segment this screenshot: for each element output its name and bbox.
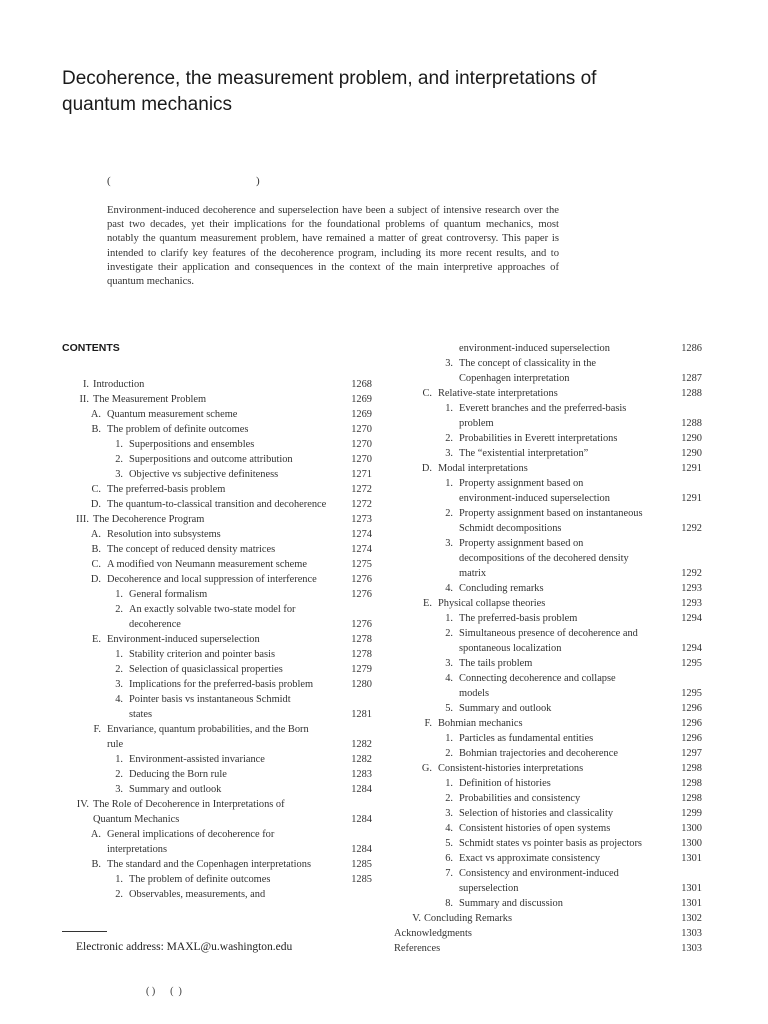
toc-entry-page: 1303 bbox=[681, 928, 702, 939]
toc-entry[interactable] bbox=[394, 881, 702, 896]
toc-entry-number: 2. bbox=[115, 454, 123, 465]
toc-entry-page: 1278 bbox=[351, 649, 372, 660]
toc-entry-page: 1270 bbox=[351, 454, 372, 465]
toc-entry-page: 1275 bbox=[351, 559, 372, 570]
toc-entry-title: Superpositions and outcome attribution bbox=[129, 454, 293, 465]
toc-entry-number: 1. bbox=[115, 589, 123, 600]
toc-entry-page: 1298 bbox=[681, 763, 702, 774]
toc-entry-number: 1. bbox=[115, 649, 123, 660]
toc-entry[interactable] bbox=[62, 617, 372, 632]
toc-entry-number: G. bbox=[421, 763, 432, 774]
toc-entry[interactable] bbox=[62, 602, 372, 617]
toc-entry-title: Exact vs approximate consistency bbox=[459, 853, 601, 864]
toc-entry[interactable] bbox=[394, 476, 702, 491]
toc-entry[interactable] bbox=[394, 776, 702, 791]
toc-entry[interactable] bbox=[394, 401, 702, 416]
toc-entry[interactable] bbox=[394, 626, 702, 641]
affiliation-close-paren: ) bbox=[256, 175, 260, 187]
toc-entry-page: 1291 bbox=[681, 463, 702, 474]
toc-entry-number: 4. bbox=[445, 583, 453, 594]
author-affiliation bbox=[107, 174, 277, 188]
toc-entry-number: 5. bbox=[445, 838, 453, 849]
toc-entry-number: D. bbox=[421, 463, 432, 474]
toc-entry-number: 3. bbox=[115, 469, 123, 480]
toc-entry[interactable] bbox=[394, 746, 702, 761]
toc-entry-title: The concept of classicality in the bbox=[459, 358, 597, 369]
toc-entry[interactable] bbox=[394, 341, 702, 356]
toc-entry[interactable] bbox=[62, 512, 372, 527]
toc-entry[interactable] bbox=[394, 851, 702, 866]
toc-entry-page: 1295 bbox=[681, 658, 702, 669]
toc-entry[interactable] bbox=[394, 611, 702, 626]
toc-entry[interactable] bbox=[62, 467, 372, 482]
toc-entry-page: 1302 bbox=[681, 913, 702, 924]
toc-entry-number: IV. bbox=[76, 799, 89, 810]
toc-entry-number: II. bbox=[79, 394, 89, 405]
toc-entry-title: Environment-assisted invariance bbox=[129, 754, 265, 765]
toc-entry-number: B. bbox=[91, 424, 101, 435]
toc-entry-title: Schmidt states vs pointer basis as projectors bbox=[459, 838, 642, 849]
toc-entry-page: 1284 bbox=[351, 814, 372, 825]
toc-entry-page: 1282 bbox=[351, 754, 372, 765]
toc-entry[interactable] bbox=[394, 761, 702, 776]
toc-entry[interactable] bbox=[394, 926, 702, 941]
toc-entry[interactable] bbox=[62, 797, 372, 812]
toc-entry[interactable] bbox=[394, 731, 702, 746]
toc-entry-page: 1278 bbox=[351, 634, 372, 645]
toc-entry-page: 1301 bbox=[681, 853, 702, 864]
contents-heading: CONTENTS bbox=[62, 342, 120, 354]
toc-entry-number: E. bbox=[92, 634, 101, 645]
toc-entry-title: Simultaneous presence of decoherence and bbox=[459, 628, 638, 639]
toc-entry-title: problem bbox=[459, 418, 494, 429]
toc-entry-page: 1293 bbox=[681, 598, 702, 609]
toc-entry-number: 2. bbox=[115, 604, 123, 615]
toc-entry[interactable] bbox=[394, 431, 702, 446]
abstract: Environment-induced decoherence and superselection have been a subject of intensive research over the past two decades, yet their implications for the foundational problems of quantum mechanics, most notably the quantum measurement problem, have remained a matter of great controversy. This paper is intended to clarify key features of the decoherence program, including its more recent results, and to investigate their application and consequences in the context of the main interpretive approaches of quantum mechanics. bbox=[107, 205, 559, 288]
toc-entry[interactable] bbox=[62, 662, 372, 677]
toc-entry[interactable] bbox=[394, 791, 702, 806]
toc-entry-number: 2. bbox=[115, 769, 123, 780]
toc-entry[interactable] bbox=[394, 911, 702, 926]
toc-entry[interactable] bbox=[62, 482, 372, 497]
toc-entry[interactable] bbox=[394, 536, 702, 551]
toc-entry-number: 5. bbox=[445, 703, 453, 714]
toc-entry-page: 1272 bbox=[351, 499, 372, 510]
toc-entry-title: Bohmian mechanics bbox=[438, 718, 523, 729]
toc-entry[interactable] bbox=[62, 557, 372, 572]
toc-entry-page: 1268 bbox=[351, 379, 372, 390]
toc-entry[interactable] bbox=[394, 896, 702, 911]
toc-entry-page: 1298 bbox=[681, 793, 702, 804]
toc-entry-title: General formalism bbox=[129, 589, 208, 600]
toc-entry[interactable] bbox=[394, 596, 702, 611]
toc-entry-title: Summary and discussion bbox=[459, 898, 563, 909]
affiliation-open-paren: ( bbox=[107, 175, 111, 187]
toc-entry-page: 1300 bbox=[681, 823, 702, 834]
toc-entry[interactable] bbox=[62, 437, 372, 452]
toc-entry-page: 1295 bbox=[681, 688, 702, 699]
toc-entry-title: decompositions of the decohered density bbox=[459, 553, 629, 564]
toc-entry-title: Modal interpretations bbox=[438, 463, 528, 474]
toc-entry-number: 2. bbox=[445, 508, 453, 519]
toc-entry-title: Introduction bbox=[93, 379, 145, 390]
toc-entry[interactable] bbox=[62, 527, 372, 542]
toc-entry-title: The Measurement Problem bbox=[93, 394, 207, 405]
toc-entry-page: 1270 bbox=[351, 439, 372, 450]
toc-entry[interactable] bbox=[62, 497, 372, 512]
toc-entry-title: The “existential interpretation” bbox=[459, 448, 589, 459]
toc-entry-title: Selection of quasiclassical properties bbox=[129, 664, 283, 675]
toc-entry-title: Deducing the Born rule bbox=[129, 769, 227, 780]
toc-entry[interactable] bbox=[62, 452, 372, 467]
toc-entry-title: Acknowledgments bbox=[394, 928, 472, 939]
footnote-divider bbox=[62, 931, 107, 932]
toc-entry[interactable] bbox=[394, 941, 702, 956]
toc-entry-title: The quantum-to-classical transition and decoherence bbox=[107, 499, 327, 510]
toc-entry-title: Decoherence and local suppression of interference bbox=[107, 574, 317, 585]
toc-entry-title: Envariance, quantum probabilities, and the Born bbox=[107, 724, 309, 735]
toc-entry-title: Concluding Remarks bbox=[424, 913, 513, 924]
toc-entry-title: matrix bbox=[459, 568, 487, 579]
toc-entry[interactable] bbox=[394, 866, 702, 881]
toc-entry-number: 3. bbox=[115, 679, 123, 690]
toc-entry-number: A. bbox=[90, 829, 101, 840]
toc-entry-number: 1. bbox=[115, 874, 123, 885]
toc-entry-page: 1288 bbox=[681, 388, 702, 399]
toc-entry-page: 1276 bbox=[351, 589, 372, 600]
toc-entry-title: environment-induced superselection bbox=[459, 493, 610, 504]
toc-entry[interactable] bbox=[394, 716, 702, 731]
toc-entry-title: Quantum measurement scheme bbox=[107, 409, 238, 420]
toc-entry[interactable] bbox=[62, 857, 372, 872]
toc-entry-number: 2. bbox=[115, 889, 123, 900]
toc-entry-page: 1293 bbox=[681, 583, 702, 594]
toc-entry[interactable] bbox=[394, 506, 702, 521]
toc-entry-page: 1301 bbox=[681, 883, 702, 894]
toc-entry[interactable] bbox=[394, 701, 702, 716]
toc-entry[interactable] bbox=[62, 677, 372, 692]
toc-entry[interactable] bbox=[394, 416, 702, 431]
toc-entry-number: D. bbox=[90, 499, 101, 510]
toc-entry-number: III. bbox=[76, 514, 89, 525]
toc-entry-page: 1285 bbox=[351, 859, 372, 870]
toc-entry-page: 1300 bbox=[681, 838, 702, 849]
toc-entry-page: 1280 bbox=[351, 679, 372, 690]
toc-entry[interactable] bbox=[62, 572, 372, 587]
toc-entry[interactable] bbox=[62, 647, 372, 662]
toc-entry[interactable] bbox=[62, 767, 372, 782]
toc-entry-page: 1286 bbox=[681, 343, 702, 354]
toc-entry[interactable] bbox=[62, 842, 372, 857]
toc-entry-number: 6. bbox=[445, 853, 453, 864]
toc-entry[interactable] bbox=[394, 566, 702, 581]
toc-entry-title: models bbox=[459, 688, 490, 699]
toc-entry[interactable] bbox=[62, 692, 372, 707]
toc-entry-title: Observables, measurements, and bbox=[129, 889, 266, 900]
toc-entry-title: Resolution into subsystems bbox=[107, 529, 221, 540]
toc-entry-title: An exactly solvable two-state model for bbox=[129, 604, 296, 615]
toc-entry-page: 1298 bbox=[681, 778, 702, 789]
toc-entry-number: 2. bbox=[115, 664, 123, 675]
toc-entry-page: 1292 bbox=[681, 523, 702, 534]
toc-entry-number: 4. bbox=[445, 673, 453, 684]
title-line: Decoherence, the measurement problem, and interpretations of bbox=[62, 68, 597, 89]
toc-entry-number: 1. bbox=[445, 778, 453, 789]
toc-entry-page: 1276 bbox=[351, 619, 372, 630]
toc-entry[interactable] bbox=[62, 872, 372, 887]
toc-entry[interactable] bbox=[394, 836, 702, 851]
toc-entry[interactable] bbox=[62, 812, 372, 827]
toc-entry-title: decoherence bbox=[129, 619, 181, 630]
toc-entry[interactable] bbox=[394, 686, 702, 701]
toc-entry-page: 1294 bbox=[681, 613, 702, 624]
toc-entry[interactable] bbox=[394, 581, 702, 596]
toc-entry-page: 1294 bbox=[681, 643, 702, 654]
toc-entry-title: Connecting decoherence and collapse bbox=[459, 673, 616, 684]
toc-entry-number: 1. bbox=[445, 403, 453, 414]
toc-entry-title: Implications for the preferred-basis problem bbox=[129, 679, 314, 690]
toc-entry-title: The problem of definite outcomes bbox=[107, 424, 249, 435]
toc-entry-page: 1285 bbox=[351, 874, 372, 885]
toc-entry-title: Property assignment based on bbox=[459, 478, 584, 489]
toc-entry-page: 1296 bbox=[681, 703, 702, 714]
toc-entry-title: Relative-state interpretations bbox=[438, 388, 558, 399]
toc-entry[interactable] bbox=[394, 461, 702, 476]
toc-entry[interactable] bbox=[394, 551, 702, 566]
toc-entry-page: 1292 bbox=[681, 568, 702, 579]
toc-entry-number: V. bbox=[412, 913, 421, 924]
toc-entry-title: environment-induced superselection bbox=[459, 343, 610, 354]
toc-entry-title: The problem of definite outcomes bbox=[129, 874, 271, 885]
toc-entry-title: The tails problem bbox=[459, 658, 533, 669]
toc-entry-number: 7. bbox=[445, 868, 453, 879]
toc-entry-number: 3. bbox=[445, 448, 453, 459]
title-line: quantum mechanics bbox=[62, 94, 233, 115]
toc-entry-number: 3. bbox=[445, 358, 453, 369]
toc-entry[interactable] bbox=[62, 632, 372, 647]
toc-entry-number: 1. bbox=[445, 733, 453, 744]
toc-entry-number: C. bbox=[91, 559, 101, 570]
paper-title bbox=[62, 66, 702, 118]
toc-entry-title: The preferred-basis problem bbox=[459, 613, 578, 624]
toc-entry-number: B. bbox=[91, 859, 101, 870]
toc-entry-title: Probabilities and consistency bbox=[459, 793, 581, 804]
toc-entry-title: The Decoherence Program bbox=[93, 514, 205, 525]
toc-entry-number: A. bbox=[90, 529, 101, 540]
toc-entry-page: 1290 bbox=[681, 433, 702, 444]
toc-entry-title: A modified von Neumann measurement scheme bbox=[107, 559, 307, 570]
toc-entry-page: 1273 bbox=[351, 514, 372, 525]
toc-entry-page: 1284 bbox=[351, 844, 372, 855]
toc-entry-title: Consistent-histories interpretations bbox=[438, 763, 584, 774]
toc-entry-title: Pointer basis vs instantaneous Schmidt bbox=[129, 694, 291, 705]
toc-entry[interactable] bbox=[394, 806, 702, 821]
toc-entry-page: 1269 bbox=[351, 409, 372, 420]
toc-entry-title: Copenhagen interpretation bbox=[459, 373, 570, 384]
toc-entry-title: Superpositions and ensembles bbox=[129, 439, 255, 450]
toc-entry-page: 1303 bbox=[681, 943, 702, 954]
toc-entry-number: 3. bbox=[445, 658, 453, 669]
toc-entry-number: I. bbox=[82, 379, 89, 390]
toc-entry-title: Schmidt decompositions bbox=[459, 523, 562, 534]
toc-entry-page: 1271 bbox=[351, 469, 372, 480]
toc-entry-title: Particles as fundamental entities bbox=[459, 733, 594, 744]
toc-entry[interactable] bbox=[394, 356, 702, 371]
toc-entry[interactable] bbox=[62, 407, 372, 422]
table-of-contents-left-column bbox=[62, 377, 372, 902]
toc-entry[interactable] bbox=[62, 707, 372, 722]
toc-entry-title: Bohmian trajectories and decoherence bbox=[459, 748, 618, 759]
toc-entry-page: 1301 bbox=[681, 898, 702, 909]
toc-entry-title: Consistent histories of open systems bbox=[459, 823, 611, 834]
toc-entry-page: 1274 bbox=[351, 544, 372, 555]
toc-entry-page: 1269 bbox=[351, 394, 372, 405]
toc-entry[interactable] bbox=[62, 392, 372, 407]
toc-entry-number: 1. bbox=[445, 613, 453, 624]
toc-entry[interactable] bbox=[62, 422, 372, 437]
toc-entry[interactable] bbox=[394, 656, 702, 671]
table-of-contents-right-column bbox=[394, 341, 702, 956]
toc-entry-title: Quantum Mechanics bbox=[93, 814, 180, 825]
toc-entry-title: General implications of decoherence for bbox=[107, 829, 275, 840]
toc-entry-page: 1281 bbox=[351, 709, 372, 720]
toc-entry-page: 1296 bbox=[681, 718, 702, 729]
toc-entry-title: Property assignment based on instantaneous bbox=[459, 508, 643, 519]
toc-entry-number: 3. bbox=[115, 784, 123, 795]
toc-entry[interactable] bbox=[394, 641, 702, 656]
toc-entry-page: 1284 bbox=[351, 784, 372, 795]
toc-entry-title: Summary and outlook bbox=[459, 703, 552, 714]
toc-entry[interactable] bbox=[62, 887, 372, 902]
toc-entry[interactable] bbox=[62, 737, 372, 752]
toc-entry-title: rule bbox=[107, 739, 124, 750]
toc-entry[interactable] bbox=[394, 521, 702, 536]
toc-entry[interactable] bbox=[62, 587, 372, 602]
toc-entry-number: 3. bbox=[445, 808, 453, 819]
toc-entry-number: E. bbox=[423, 598, 432, 609]
footnote-email: Electronic address: MAXL@u.washington.edu bbox=[76, 941, 293, 953]
toc-entry-number: 2. bbox=[445, 628, 453, 639]
toc-entry-page: 1290 bbox=[681, 448, 702, 459]
toc-entry-number: 4. bbox=[115, 694, 123, 705]
toc-entry-number: 8. bbox=[445, 898, 453, 909]
toc-entry-page: 1274 bbox=[351, 529, 372, 540]
toc-entry-title: Environment-induced superselection bbox=[107, 634, 260, 645]
toc-entry-page: 1270 bbox=[351, 424, 372, 435]
toc-entry-title: Selection of histories and classicality bbox=[459, 808, 614, 819]
toc-entry-number: 1. bbox=[115, 754, 123, 765]
toc-entry-title: Property assignment based on bbox=[459, 538, 584, 549]
toc-entry-number: C. bbox=[422, 388, 432, 399]
toc-entry-title: The Role of Decoherence in Interpretations of bbox=[93, 799, 285, 810]
toc-entry-title: The concept of reduced density matrices bbox=[107, 544, 276, 555]
toc-entry-page: 1276 bbox=[351, 574, 372, 585]
toc-entry-number: 2. bbox=[445, 433, 453, 444]
toc-entry-title: Definition of histories bbox=[459, 778, 551, 789]
toc-entry-title: states bbox=[129, 709, 153, 720]
toc-entry-number: D. bbox=[90, 574, 101, 585]
toc-entry[interactable] bbox=[62, 752, 372, 767]
toc-entry-number: F. bbox=[93, 724, 101, 735]
toc-entry-page: 1283 bbox=[351, 769, 372, 780]
toc-entry[interactable] bbox=[394, 386, 702, 401]
toc-entry[interactable] bbox=[62, 377, 372, 392]
toc-entry-title: Consistency and environment-induced bbox=[459, 868, 619, 879]
toc-entry-number: C. bbox=[91, 484, 101, 495]
toc-entry[interactable] bbox=[394, 491, 702, 506]
toc-entry[interactable] bbox=[394, 821, 702, 836]
toc-entry-title: interpretations bbox=[107, 844, 168, 855]
toc-entry-number: A. bbox=[90, 409, 101, 420]
toc-entry-title: Probabilities in Everett interpretations bbox=[459, 433, 618, 444]
toc-entry-number: 2. bbox=[445, 748, 453, 759]
toc-entry[interactable] bbox=[394, 446, 702, 461]
toc-entry-title: Physical collapse theories bbox=[438, 598, 546, 609]
toc-entry[interactable] bbox=[62, 827, 372, 842]
toc-entry-page: 1297 bbox=[681, 748, 702, 759]
toc-entry-page: 1288 bbox=[681, 418, 702, 429]
toc-entry-number: 2. bbox=[445, 793, 453, 804]
toc-entry-number: 4. bbox=[445, 823, 453, 834]
toc-entry-page: 1282 bbox=[351, 739, 372, 750]
toc-entry[interactable] bbox=[62, 722, 372, 737]
toc-entry-number: 3. bbox=[445, 538, 453, 549]
toc-entry-title: The standard and the Copenhagen interpretations bbox=[107, 859, 311, 870]
toc-entry-title: spontaneous localization bbox=[459, 643, 562, 654]
toc-entry-page: 1296 bbox=[681, 733, 702, 744]
toc-entry[interactable] bbox=[62, 782, 372, 797]
toc-entry[interactable] bbox=[394, 671, 702, 686]
toc-entry-page: 1291 bbox=[681, 493, 702, 504]
page-footer: ( ) ( ) bbox=[146, 986, 182, 997]
toc-entry-title: Concluding remarks bbox=[459, 583, 544, 594]
toc-entry-number: 1. bbox=[445, 478, 453, 489]
toc-entry-title: Stability criterion and pointer basis bbox=[129, 649, 276, 660]
toc-entry-number: F. bbox=[424, 718, 432, 729]
toc-entry-title: The preferred-basis problem bbox=[107, 484, 226, 495]
toc-entry-title: References bbox=[394, 943, 441, 954]
toc-entry-page: 1272 bbox=[351, 484, 372, 495]
toc-entry-page: 1279 bbox=[351, 664, 372, 675]
toc-entry-title: Objective vs subjective definiteness bbox=[129, 469, 279, 480]
toc-entry-page: 1287 bbox=[681, 373, 702, 384]
toc-entry-title: Everett branches and the preferred-basis bbox=[459, 403, 627, 414]
toc-entry-number: B. bbox=[91, 544, 101, 555]
toc-entry-page: 1299 bbox=[681, 808, 702, 819]
toc-entry-number: 1. bbox=[115, 439, 123, 450]
toc-entry-title: superselection bbox=[459, 883, 519, 894]
toc-entry[interactable] bbox=[62, 542, 372, 557]
toc-entry[interactable] bbox=[394, 371, 702, 386]
toc-entry-title: Summary and outlook bbox=[129, 784, 222, 795]
